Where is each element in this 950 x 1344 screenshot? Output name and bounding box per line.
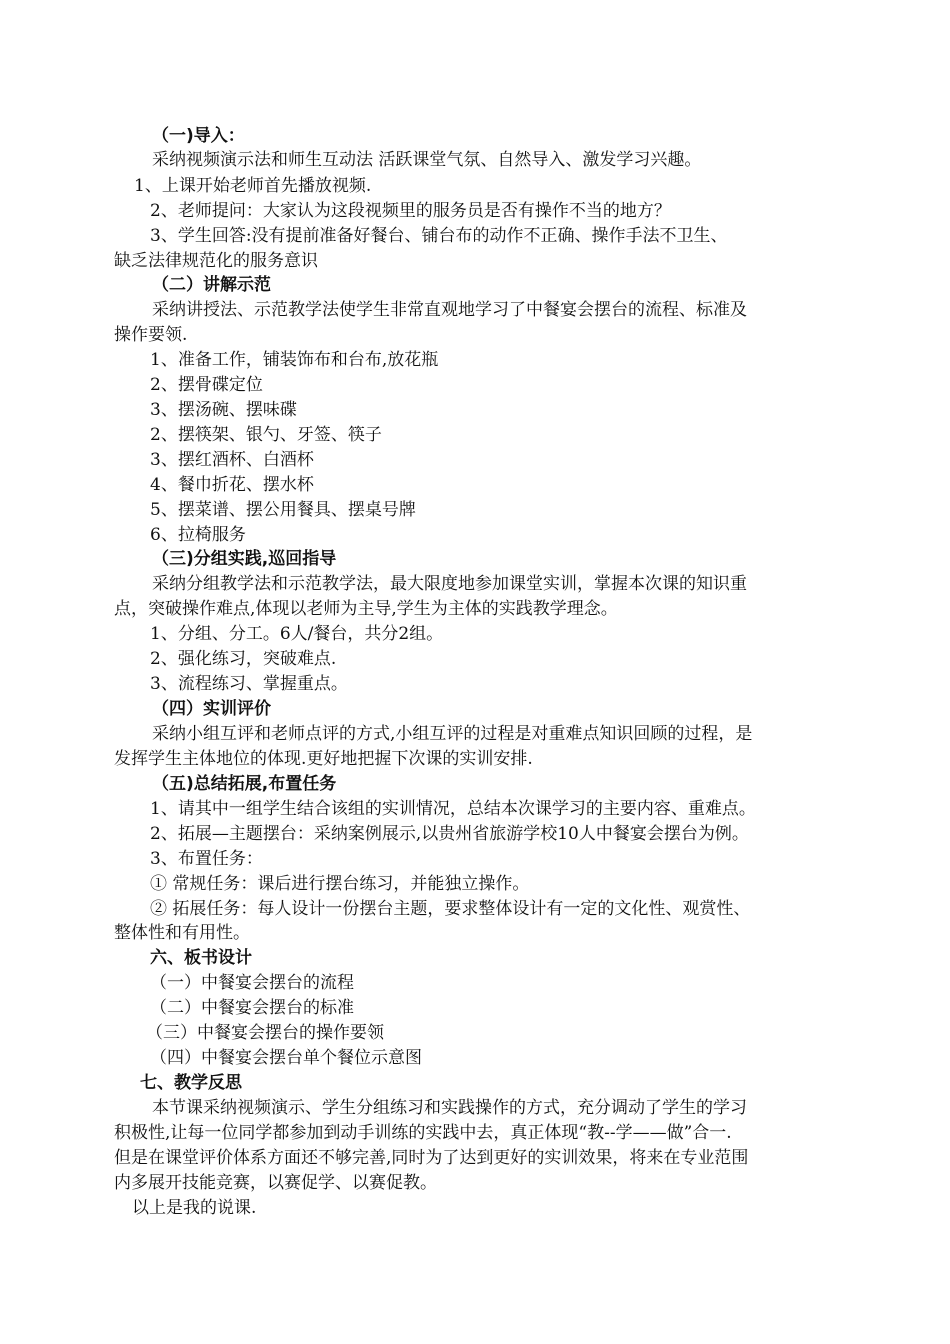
paragraph: 操作要领. [114, 325, 188, 345]
list-item: 2、强化练习，突破难点. [150, 649, 337, 669]
section-heading-reflection: 七、教学反思 [140, 1073, 242, 1093]
list-item: （一）中餐宴会摆台的流程 [150, 973, 354, 993]
paragraph: 采纳分组教学法和示范教学法，最大限度地参加课堂实训，掌握本次课的知识重 [152, 574, 747, 594]
list-item: 4、餐巾折花、摆水杯 [150, 475, 314, 495]
list-item: 3、布置任务： [150, 849, 263, 869]
list-item: 1、分组、分工。6人/餐台，共分2组。 [150, 624, 444, 644]
section-heading-board: 六、板书设计 [150, 948, 252, 968]
paragraph: 采纳小组互评和老师点评的方式,小组互评的过程是对重难点知识回顾的过程，是 [152, 724, 753, 744]
list-item: 2、老师提问：大家认为这段视频里的服务员是否有操作不当的地方？ [150, 201, 671, 221]
list-item: （二）中餐宴会摆台的标准 [150, 998, 354, 1018]
list-item: 2、摆筷架、银勺、牙签、筷子 [150, 425, 382, 445]
list-item: 2、摆骨碟定位 [150, 375, 263, 395]
list-item: （四）中餐宴会摆台单个餐位示意图 [150, 1048, 422, 1068]
list-item: 3、摆汤碗、摆味碟 [150, 400, 297, 420]
list-item: 2、拓展—主题摆台：采纳案例展示,以贵州省旅游学校10人中餐宴会摆台为例。 [150, 824, 749, 844]
list-item: 整体性和有用性。 [114, 923, 250, 943]
list-item: 1、请其中一组学生结合该组的实训情况，总结本次课学习的主要内容、重难点。 [150, 799, 756, 819]
paragraph: 采纳视频演示法和师生互动法 活跃课堂气氛、自然导入、激发学习兴趣。 [152, 150, 702, 170]
list-item: 1、上课开始老师首先播放视频. [134, 176, 372, 196]
list-item: 3、学生回答:没有提前准备好餐台、铺台布的动作不正确、操作手法不卫生、 [150, 226, 728, 246]
section-heading-summary: （五)总结拓展,布置任务 [152, 774, 337, 794]
section-heading-demo: （二）讲解示范 [152, 275, 271, 295]
list-item: 5、摆菜谱、摆公用餐具、摆桌号牌 [150, 500, 416, 520]
paragraph: 点，突破操作难点,体现以老师为主导,学生为主体的实践教学理念。 [114, 599, 618, 619]
section-heading-practice: （三)分组实践,巡回指导 [152, 549, 337, 569]
list-item: （三）中餐宴会摆台的操作要领 [146, 1023, 384, 1043]
paragraph: 积极性,让每一位同学都参加到动手训练的实践中去，真正体现“教--学——做”合一. [114, 1123, 732, 1143]
list-item: 3、流程练习、掌握重点。 [150, 674, 348, 694]
paragraph: 内多展开技能竞赛，以赛促学、以赛促教。 [114, 1173, 437, 1193]
section-heading-intro: （一)导入： [152, 126, 245, 146]
paragraph: 采纳讲授法、示范教学法使学生非常直观地学习了中餐宴会摆台的流程、标准及 [152, 300, 747, 320]
paragraph: 发挥学生主体地位的体现.更好地把握下次课的实训安排. [114, 749, 533, 769]
paragraph: 但是在课堂评价体系方面还不够完善,同时为了达到更好的实训效果，将来在专业范围 [114, 1148, 749, 1168]
list-item: ① 常规任务：课后进行摆台练习，并能独立操作。 [150, 874, 530, 894]
list-item: 6、拉椅服务 [150, 525, 246, 545]
list-item: 3、摆红酒杯、白酒杯 [150, 450, 314, 470]
closing-line: 以上是我的说课. [132, 1198, 257, 1218]
paragraph: 本节课采纳视频演示、学生分组练习和实践操作的方式，充分调动了学生的学习 [152, 1098, 747, 1118]
list-item: ② 拓展任务：每人设计一份摆台主题，要求整体设计有一定的文化性、观赏性、 [150, 899, 751, 919]
section-heading-evaluation: （四）实训评价 [152, 699, 271, 719]
list-item: 缺乏法律规范化的服务意识 [114, 251, 318, 271]
list-item: 1、准备工作，铺装饰布和台布,放花瓶 [150, 350, 439, 370]
